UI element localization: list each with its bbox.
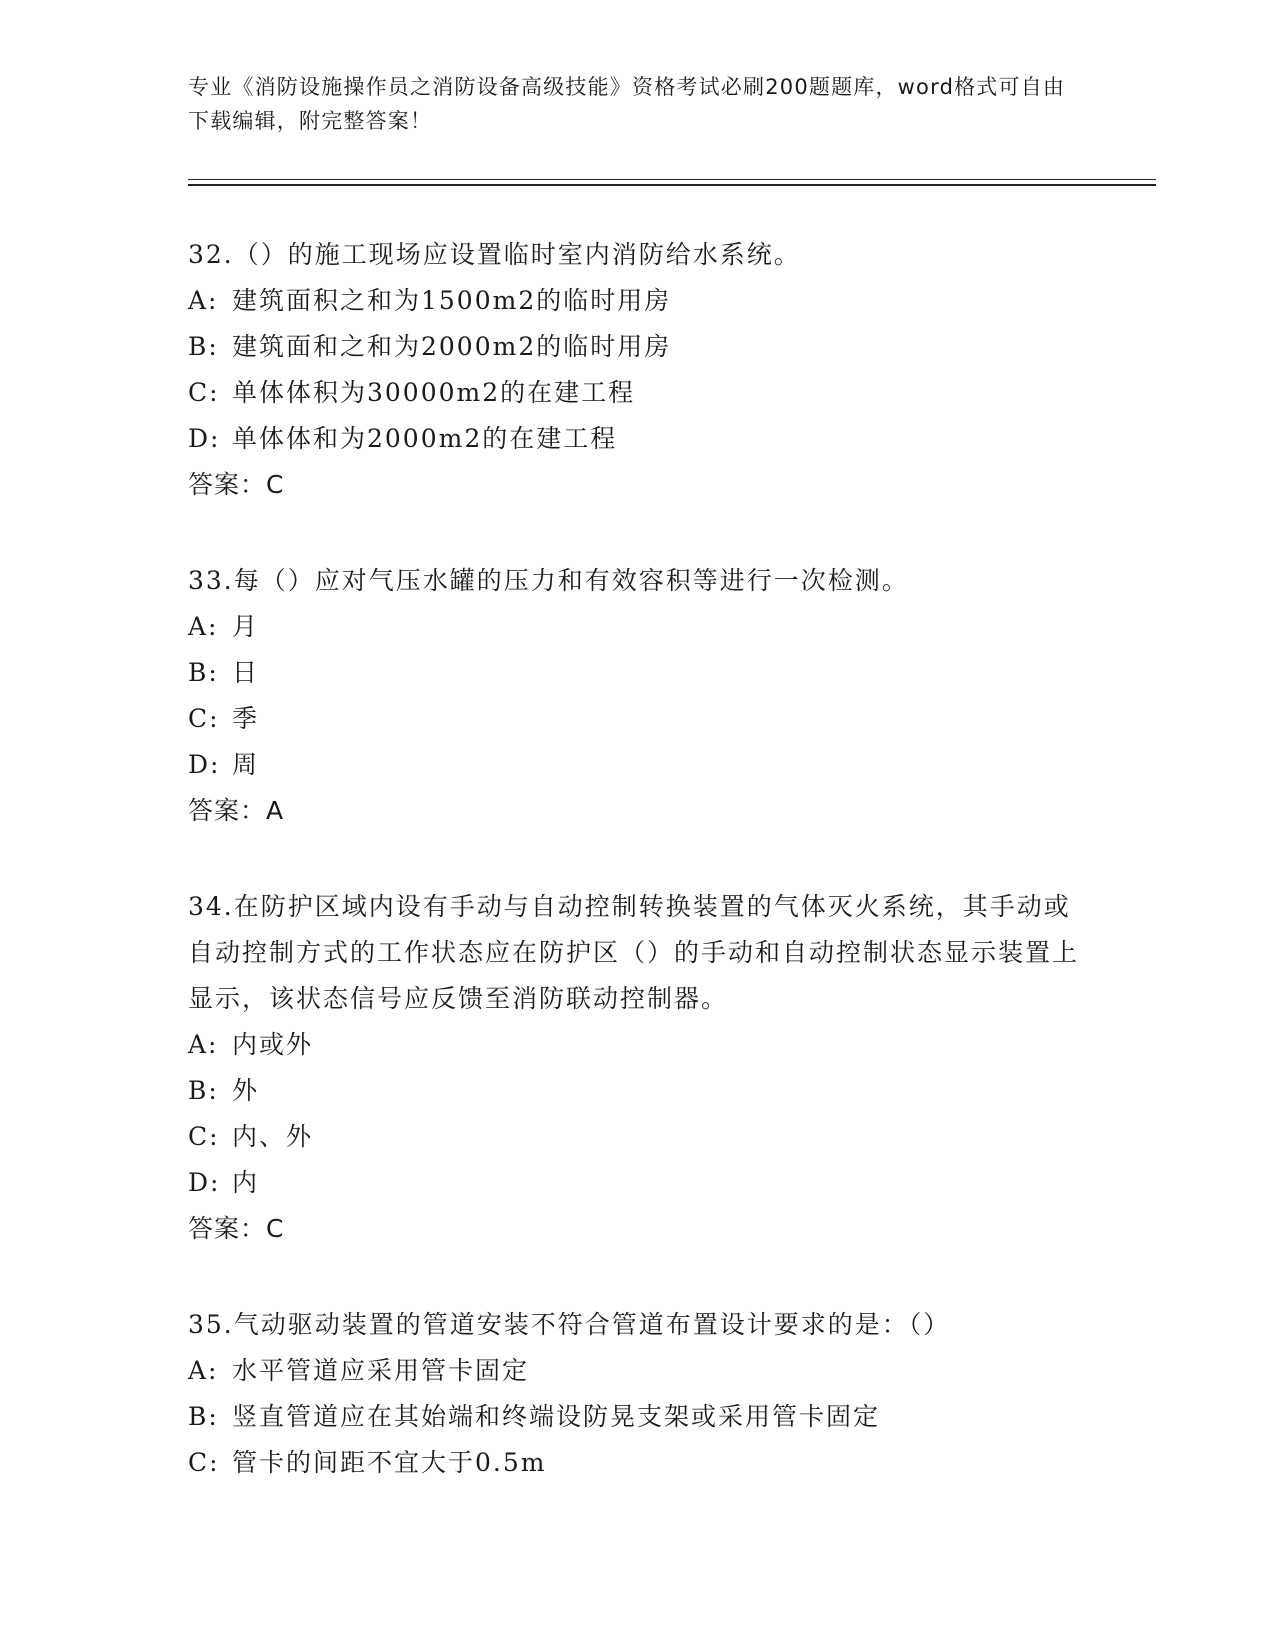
question-stem: 35.气动驱动装置的管道安装不符合管道布置设计要求的是：（） xyxy=(188,1310,951,1339)
option-key: B: xyxy=(188,1076,219,1105)
question-32 xyxy=(188,232,1088,508)
option-d xyxy=(188,416,1088,462)
option-c xyxy=(188,1440,1088,1486)
option-d xyxy=(188,1160,1088,1206)
option-key: D: xyxy=(188,750,221,779)
option-text: 周 xyxy=(232,750,260,779)
question-33 xyxy=(188,558,1088,834)
header-divider xyxy=(188,179,1156,180)
option-text: 单体体积为30000m2的在建工程 xyxy=(232,378,636,407)
option-b xyxy=(188,1394,1088,1440)
question-stem: 34.在防护区域内设有手动与自动控制转换装置的气体灭火系统，其手动或自动控制方式的工作状态应在防护区（）的手动和自动控制状态显示装置上显示，该状态信号应反馈至消防联动控制器。 xyxy=(188,892,1080,1013)
option-c xyxy=(188,370,1088,416)
option-text: 月 xyxy=(232,612,260,641)
option-key: A: xyxy=(188,286,219,315)
question-35 xyxy=(188,1302,1088,1486)
question-stem: 32.（）的施工现场应设置临时室内消防给水系统。 xyxy=(188,240,801,269)
option-key: A: xyxy=(188,1030,219,1059)
option-key: C: xyxy=(188,378,220,407)
option-key: D: xyxy=(188,424,221,453)
option-key: A: xyxy=(188,1356,219,1385)
option-text: 内或外 xyxy=(232,1030,314,1059)
option-key: A: xyxy=(188,612,219,641)
option-text: 建筑面积之和为1500m2的临时用房 xyxy=(232,286,672,315)
option-text: 管卡的间距不宜大于0.5m xyxy=(232,1448,547,1477)
question-34 xyxy=(188,884,1088,1252)
header-divider-thick xyxy=(188,184,1156,186)
option-text: 外 xyxy=(232,1076,260,1105)
option-text: 建筑面和之和为2000m2的临时用房 xyxy=(232,332,672,361)
option-a xyxy=(188,604,1088,650)
option-c xyxy=(188,1114,1088,1160)
option-text: 水平管道应采用管卡固定 xyxy=(232,1356,530,1385)
option-key: C: xyxy=(188,1448,220,1477)
option-key: D: xyxy=(188,1168,221,1197)
option-text: 内 xyxy=(232,1168,260,1197)
option-text: 日 xyxy=(232,658,260,687)
answer-line: 答案：C xyxy=(188,1214,285,1243)
option-d xyxy=(188,742,1088,788)
option-key: C: xyxy=(188,704,220,733)
option-text: 内、外 xyxy=(232,1122,314,1151)
option-b xyxy=(188,650,1088,696)
question-list xyxy=(188,232,1088,1536)
question-stem: 33.每（）应对气压水罐的压力和有效容积等进行一次检测。 xyxy=(188,566,909,595)
option-key: B: xyxy=(188,658,219,687)
option-key: B: xyxy=(188,332,219,361)
option-a xyxy=(188,1348,1088,1394)
option-b xyxy=(188,1068,1088,1114)
option-text: 单体体和为2000m2的在建工程 xyxy=(232,424,618,453)
answer-line: 答案：A xyxy=(188,796,285,825)
option-text: 季 xyxy=(232,704,260,733)
answer-line: 答案：C xyxy=(188,470,285,499)
option-a xyxy=(188,1022,1088,1068)
option-c xyxy=(188,696,1088,742)
option-a xyxy=(188,278,1088,324)
option-text: 竖直管道应在其始端和终端设防晃支架或采用管卡固定 xyxy=(232,1402,881,1431)
option-key: C: xyxy=(188,1122,220,1151)
option-b xyxy=(188,324,1088,370)
document-intro: 专业《消防设施操作员之消防设备高级技能》资格考试必刷200题题库，word格式可自由下载编辑，附完整答案！ xyxy=(188,75,1066,133)
option-key: B: xyxy=(188,1402,219,1431)
